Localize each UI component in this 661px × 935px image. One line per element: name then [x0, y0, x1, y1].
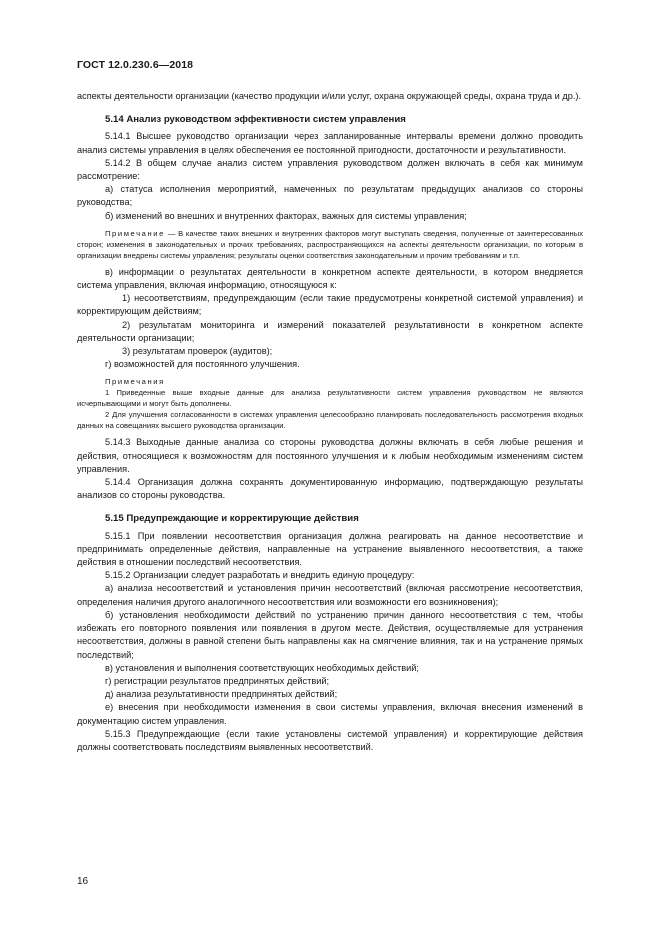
- paragraph-5-14-2: 5.14.2 В общем случае анализ систем управления руководством должен включать в себя как минимум рассмотрение:: [77, 157, 583, 182]
- list-item-a: а) статуса исполнения мероприятий, намеченных по результатам предыдущих анализов со стороны руководства;: [77, 184, 583, 208]
- list-item-b: б) изменений во внешних и внутренних факторах, важных для системы управления;: [105, 210, 467, 221]
- list-item-g: г) возможностей для постоянного улучшения.: [105, 359, 300, 370]
- list-item-2e: е) внесения при необходимости изменения в свои системы управления, включая внесения изменений в документацию систем управления.: [77, 702, 583, 726]
- list-item-v-1: 1) несоответствиям, предупреждающим (если такие предусмотрены конкретной системой управления) и корректирующим действиям;: [77, 293, 583, 317]
- note-2: 2 Для улучшения согласованности в системах управления целесообразно планировать последовательность рассмотрения входных данных на совещаниях высшего руководства организации.: [77, 410, 583, 431]
- list-item-v-2: 2) результатам мониторинга и измерений показателей результативности в конкретном аспекте деятельности организации;: [77, 319, 583, 343]
- list-item-2b: б) установления необходимости действий по устранению причин данного несоответствия с тем, чтобы избежать его повторного появления или появления в другом месте. Действия, осуществляемые для устранения несоответствия, должны в равной степени быть направлены как на смягчение влияния, так и на устранение прямых последствий;: [77, 609, 583, 660]
- paragraph-intro: аспекты деятельности организации (качество продукции и/или услуг, охрана окружающей среды, охрана труда и др.).: [77, 91, 582, 101]
- notes-label: Примечания: [105, 377, 165, 387]
- list-item-2d: д) анализа результативности предпринятых действий;: [105, 689, 338, 700]
- section-5-14-title: 5.14 Анализ руководством эффективности систем управления: [105, 114, 406, 126]
- list-item-2v: в) установления и выполнения соответствующих необходимых действий;: [105, 662, 419, 673]
- page-number: 16: [77, 876, 89, 887]
- paragraph-5-14-3: 5.14.3 Выходные данные анализа со стороны руководства должны включать в себя любые решения и действия, относящиеся к возможностям для постоянного улучшения и к любым необходимым изменениям систем управления.: [77, 437, 583, 474]
- list-item-2g: г) регистрации результатов предпринятых действий;: [105, 675, 330, 686]
- paragraph-5-14-1: 5.14.1 Высшее руководство организации через запланированные интервалы времени должно проводить анализ системы управления в целях обеспечения ее постоянной пригодности, достаточности и результативности.: [77, 131, 583, 155]
- paragraph-5-15-2: 5.15.2 Организации следует разработать и внедрить единую процедуру:: [105, 570, 415, 581]
- list-item-v: в) информации о результатах деятельности в конкретном аспекте деятельности, в котором внедряется система управления, включая информацию, относящуюся к:: [77, 266, 583, 291]
- document-header: ГОСТ 12.0.230.6—2018: [77, 59, 194, 71]
- paragraph-5-15-3: 5.15.3 Предупреждающие (если такие установлены системой управления) и корректирующие действия должны соответствовать последствиям выявленных несоответствий.: [77, 728, 583, 752]
- document-body: [77, 90, 583, 754]
- paragraph-5-15-1: 5.15.1 При появлении несоответствия организация должна реагировать на данное несоответствие и предпринимать определенные действия, направленные на устранение выявленного несоответствия, а также действия в отношении последствий несоответствия.: [77, 530, 583, 568]
- note-block: [77, 228, 583, 261]
- list-item-2a: а) анализа несоответствий и установления причин несоответствий (включая рассмотрение несоответствия, определения наличия другого аналогичного несоответствия или возможности его возникновения);: [77, 583, 583, 607]
- section-5-15-title: 5.15 Предупреждающие и корректирующие действия: [105, 513, 359, 525]
- paragraph-5-14-4: 5.14.4 Организация должна сохранять документированную информацию, подтверждающую результаты анализов со стороны руководства.: [77, 477, 583, 501]
- note-1: 1 Приведенные выше входные данные для анализа результативности систем управления руководством не являются исчерпывающими и могут быть дополнены.: [77, 388, 583, 409]
- note-text: — В качестве таких внешних и внутренних факторов могут выступать сведения, полученные от заинтересованных сторон; изменения в законодательных и прочих требованиях, распространяющихся на аспекты деятельности организации, по которым в организации внедрены системы управления; результаты оценки соответствия законодательным и прочим требованиям и т.п.: [77, 228, 583, 260]
- note-label: Примечание: [105, 228, 165, 238]
- list-item-v-3: 3) результатам проверок (аудитов);: [122, 346, 273, 357]
